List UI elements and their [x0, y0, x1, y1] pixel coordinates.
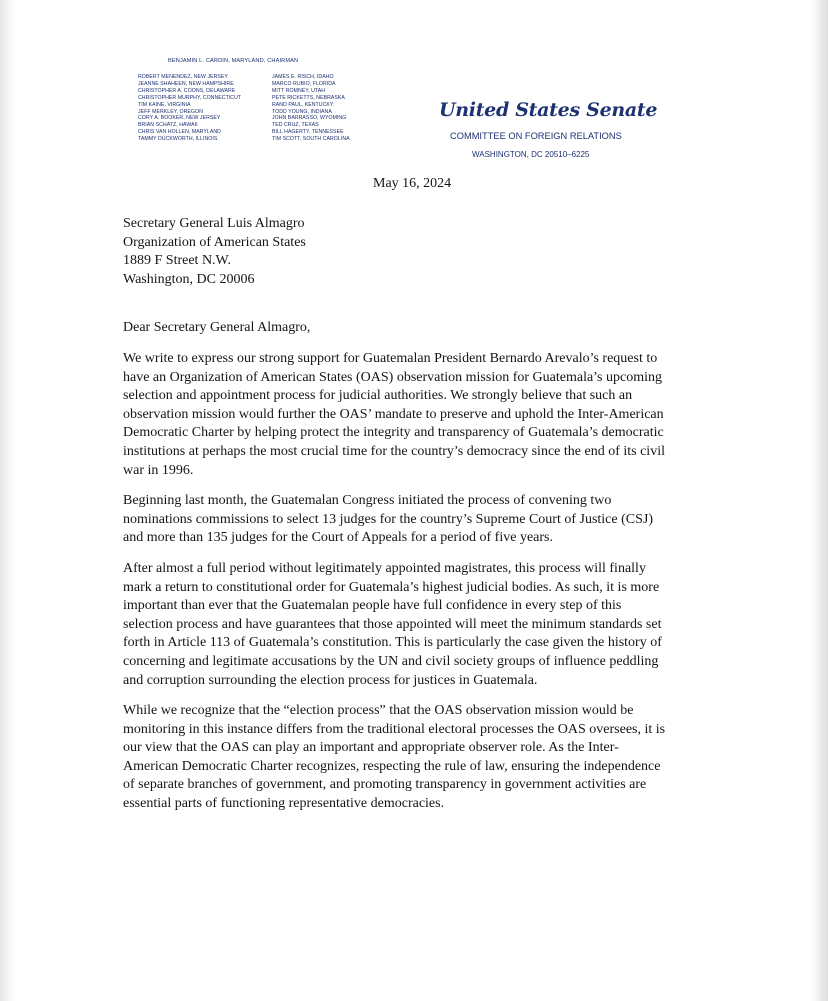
body-line: American Democratic Charter recognizes, respecting the rule of law, ensuring the independence — [123, 758, 661, 774]
body-line: selection and appointment process for judicial authorities. We strongly believe that such an — [123, 388, 633, 404]
member-name: JEFF MERKLEY, OREGON — [138, 108, 203, 115]
member-list-right — [272, 74, 350, 143]
body-line: Beginning last month, the Guatemalan Congress initiated the process of convening two — [123, 493, 612, 509]
recipient-line: Organization of American States — [123, 234, 306, 250]
member-name: MITT ROMNEY, UTAH — [272, 87, 326, 94]
body-line: essential parts of functioning representative democracies. — [123, 796, 445, 812]
member-list-left — [138, 74, 241, 143]
body-line: selection process and have guarantees that those appointed will meet the minimum standards set — [123, 616, 662, 632]
member-name: CHRISTOPHER A. COONS, DELAWARE — [138, 87, 236, 94]
body-line: institutions at perhaps the most crucial time for the country’s democracy since the end of its civil — [123, 443, 665, 459]
member-name: JOHN BARRASSO, WYOMING — [272, 115, 347, 122]
member-name: MARCO RUBIO, FLORIDA — [272, 80, 336, 87]
body-line: Democratic Charter by helping protect the integrity and transparency of Guatemala’s democratic — [123, 425, 664, 441]
member-name: BRIAN SCHATZ, HAWAII — [138, 122, 198, 129]
body-line: important than ever that the Guatemalan people have full confidence in every step of this — [123, 598, 622, 614]
paragraph — [123, 560, 735, 690]
member-name: TODD YOUNG, INDIANA — [272, 108, 332, 115]
member-name: RAND PAUL, KENTUCKY — [272, 101, 334, 108]
recipient-line: Washington, DC 20006 — [123, 271, 255, 287]
body-line: While we recognize that the “election process” that the OAS observation mission would be — [123, 703, 634, 719]
body-line: war in 1996. — [123, 462, 194, 478]
letter-body — [123, 350, 735, 826]
body-line: and corruption surrounding the election process for justices in Guatemala. — [123, 672, 538, 688]
body-line: of separate branches of government, and promoting transparency in government activities are — [123, 777, 647, 793]
paragraph — [123, 702, 735, 814]
recipient-line: 1889 F Street N.W. — [123, 253, 231, 269]
member-name: ROBERT MENENDEZ, NEW JERSEY — [138, 74, 228, 80]
paragraph — [123, 492, 735, 548]
member-name: TED CRUZ, TEXAS — [272, 122, 319, 129]
chairman-line: BENJAMIN L. CARDIN, MARYLAND, CHAIRMAN — [168, 58, 299, 64]
recipient-line: Secretary General Luis Almagro — [123, 216, 305, 231]
member-name: TIM SCOTT, SOUTH CAROLINA — [272, 136, 350, 143]
body-line: and more than 135 judges for the Court of Appeals for a period of five years. — [123, 530, 553, 546]
body-line: have an Organization of American States (OAS) observation mission for Guatemala’s upcoming — [123, 369, 662, 385]
member-name: PETE RICKETTS, NEBRASKA — [272, 94, 345, 101]
body-line: mark a return to constitutional order for Guatemala’s highest judicial bodies. As such, it is more — [123, 579, 660, 595]
body-line: We write to express our strong support for Guatemalan President Bernardo Arevalo’s request to — [123, 351, 658, 366]
letter-date: May 16, 2024 — [373, 176, 452, 191]
body-line: concerning and legitimate accusations by the UN and civil society groups of influence peddling — [123, 653, 659, 669]
senate-title: United States Senate — [439, 99, 658, 121]
member-name: TAMMY DUCKWORTH, ILLINOIS — [138, 136, 218, 143]
member-name: JEANNE SHAHEEN, NEW HAMPSHIRE — [138, 80, 234, 87]
member-name: JAMES E. RISCH, IDAHO — [272, 74, 334, 80]
committee-name: COMMITTEE ON FOREIGN RELATIONS — [450, 131, 622, 141]
body-line: monitoring in this instance differs from the traditional electoral processes the OAS oversees, it is — [123, 721, 666, 737]
member-name: BILL HAGERTY, TENNESSEE — [272, 129, 344, 136]
body-line: nominations commissions to select 13 judges for the country’s Supreme Court of Justice (CSJ) — [123, 511, 653, 527]
body-line: After almost a full period without legitimately appointed magistrates, this process will finally — [123, 560, 646, 576]
body-line: forth in Article 113 of Guatemala’s constitution. This is particularly the case given the history of — [123, 635, 662, 651]
body-line: observation mission would further the OAS’ mandate to preserve and uphold the Inter-American — [123, 406, 664, 422]
salutation: Dear Secretary General Almagro, — [123, 320, 311, 335]
member-name: TIM KAINE, VIRGINIA — [138, 101, 191, 108]
body-line: our view that the OAS can play an important and appropriate observer role. As the Inter- — [123, 740, 619, 756]
paragraph — [123, 350, 735, 480]
member-name: CHRIS VAN HOLLEN, MARYLAND — [138, 129, 221, 136]
recipient-block — [123, 215, 306, 289]
member-name: CHRISTOPHER MURPHY, CONNECTICUT — [138, 94, 242, 101]
committee-address: WASHINGTON, DC 20510–6225 — [472, 150, 590, 159]
member-name: CORY A. BOOKER, NEW JERSEY — [138, 115, 221, 122]
